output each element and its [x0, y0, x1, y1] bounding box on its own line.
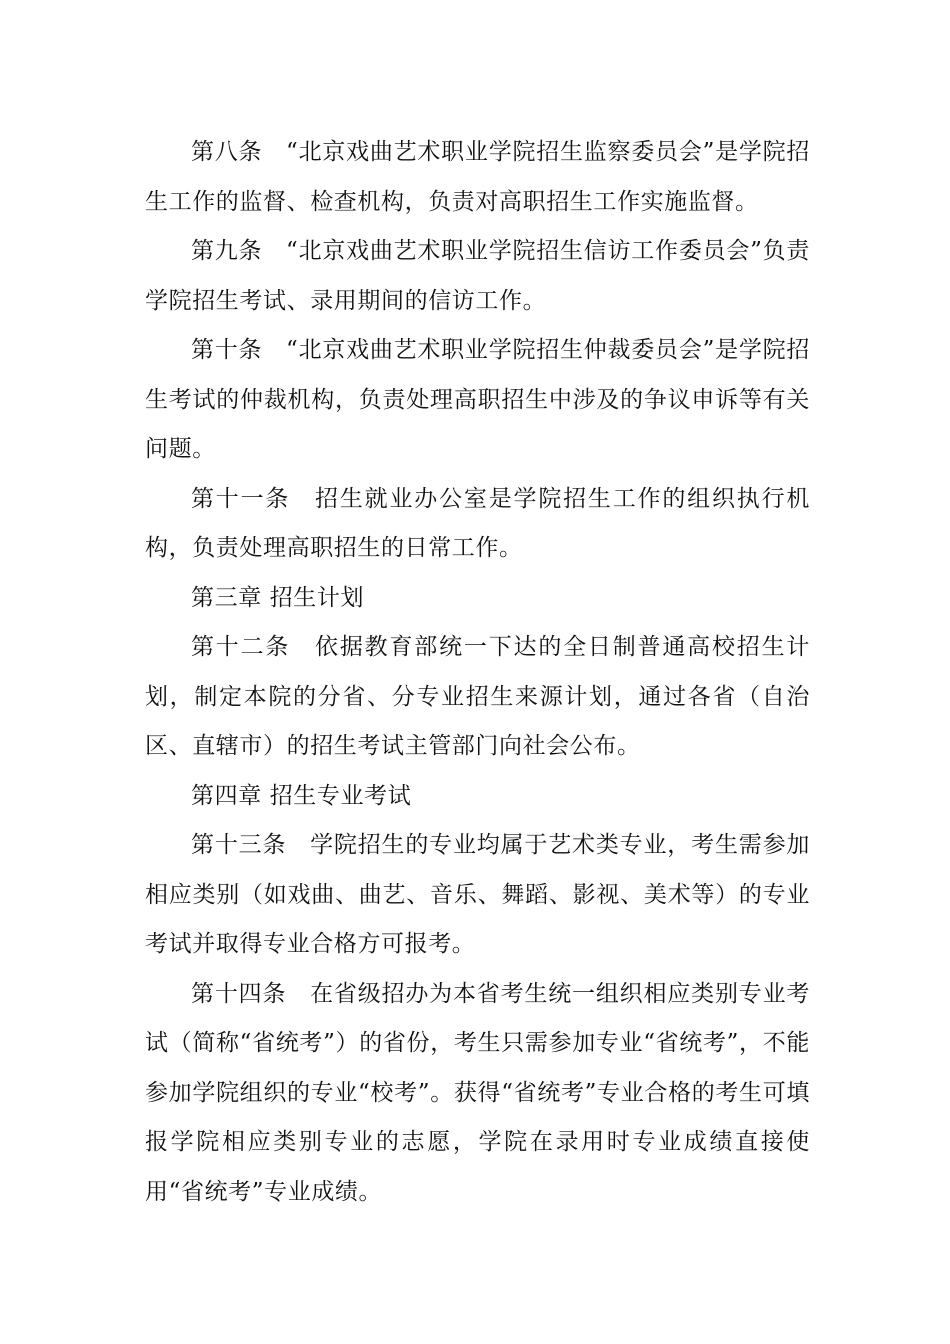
article-8: 第八条 “北京戏曲艺术职业学院招生监察委员会”是学院招生工作的监督、检查机构，负责对高职招生工作实施监督。 [145, 139, 810, 215]
document-body [145, 128, 810, 1217]
article-12: 第十二条 依据教育部统一下达的全日制普通高校招生计划，制定本院的分省、分专业招生来源计划，通过各省（自治区、直辖市）的招生考试主管部门向社会公布。 [145, 634, 810, 759]
chapter-4-heading: 第四章 招生专业考试 [191, 782, 412, 809]
article-11: 第十一条 招生就业办公室是学院招生工作的组织执行机构，负责处理高职招生的日常工作。 [145, 485, 810, 561]
article-13: 第十三条 学院招生的专业均属于艺术类专业，考生需参加相应类别（如戏曲、曲艺、音乐、舞蹈、影视、美术等）的专业考试并取得专业合格方可报考。 [145, 832, 810, 957]
article-10: 第十条 “北京戏曲艺术职业学院招生仲裁委员会”是学院招生考试的仲裁机构，负责处理高职招生中涉及的争议申诉等有关问题。 [145, 337, 810, 462]
article-9: 第九条 “北京戏曲艺术职业学院招生信访工作委员会”负责学院招生考试、录用期间的信访工作。 [145, 238, 810, 314]
article-14: 第十四条 在省级招办为本省考生统一组织相应类别专业考试（简称“省统考”）的省份，考生只需参加专业“省统考”，不能参加学院组织的专业“校考”。获得“省统考”专业合格的考生可填报学院相应类别专业的志愿，学院在录用时专业成绩直接使用“省统考”专业成绩。 [145, 980, 810, 1205]
chapter-3-heading: 第三章 招生计划 [191, 584, 365, 611]
